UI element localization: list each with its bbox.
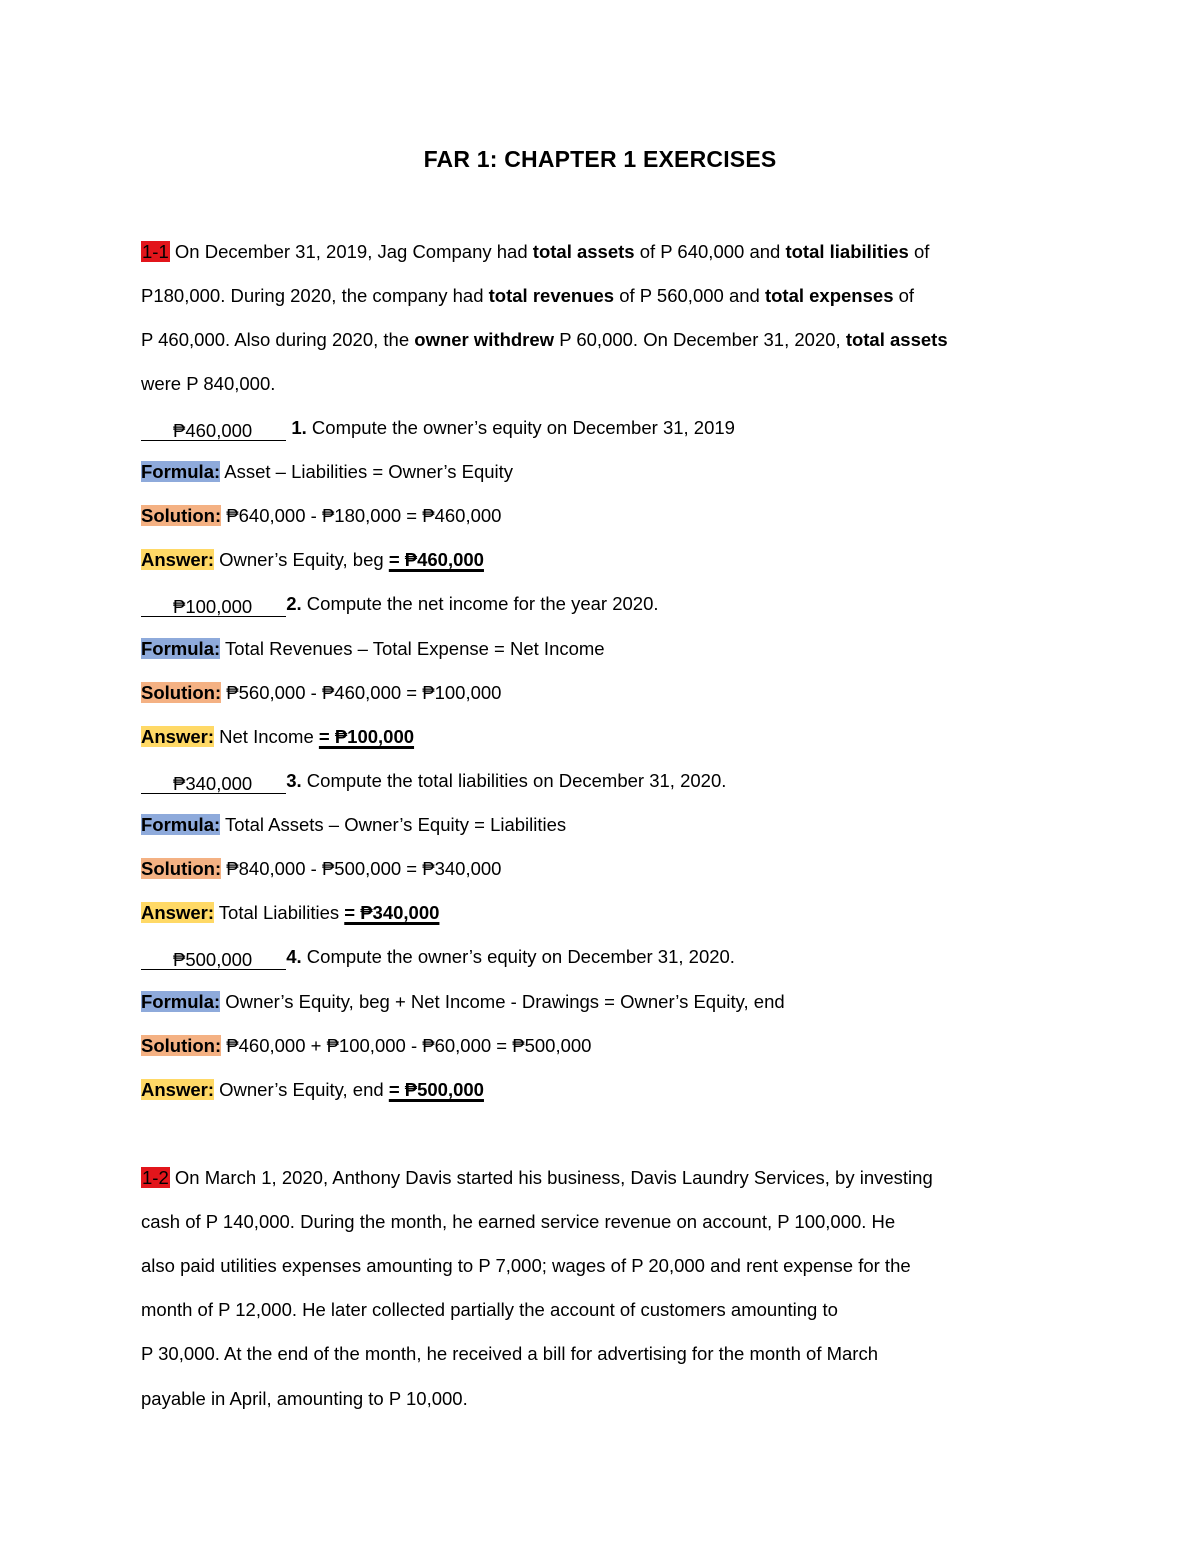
question-number: 4. (286, 946, 302, 967)
formula-label: Formula: (141, 814, 221, 835)
bold-text: total expenses (764, 285, 894, 306)
solution-line-1 (141, 503, 501, 529)
solution-label: Solution: (141, 858, 222, 879)
answer-line-1 (141, 547, 484, 573)
answer-label: Answer: (141, 902, 214, 923)
answer-label: Answer: (141, 1079, 214, 1100)
answer-value: = ₱100,000 (318, 726, 415, 747)
ex2-paragraph-line-6: payable in April, amounting to P 10,000. (141, 1388, 468, 1409)
formula-line-2 (141, 636, 605, 662)
text: of (908, 241, 930, 262)
ex1-paragraph-line-1 (141, 239, 929, 265)
solution-text: ₱840,000 - ₱500,000 = ₱340,000 (221, 858, 502, 879)
bold-text: owner withdrew (414, 329, 555, 350)
solution-text: ₱460,000 + ₱100,000 - ₱60,000 = ₱500,000 (221, 1035, 592, 1056)
question-text: Compute the net income for the year 2020. (301, 593, 659, 614)
ex1-paragraph-line-4: were P 840,000. (141, 373, 276, 394)
answer-line-3 (141, 900, 439, 926)
answer-blank-lead (141, 947, 173, 970)
formula-text: Asset – Liabilities = Owner’s Equity (220, 461, 514, 482)
answer-blank-trail (256, 594, 286, 617)
solution-label: Solution: (141, 1035, 222, 1056)
answer-text: Net Income (214, 726, 319, 747)
text: P 460,000. Also during 2020, the (141, 329, 415, 350)
solution-text: ₱640,000 - ₱180,000 = ₱460,000 (221, 505, 502, 526)
question-4 (141, 944, 735, 970)
ex2-paragraph-line-3: also paid utilities expenses amounting to P 7,000; wages of P 20,000 and rent expense for the (141, 1255, 911, 1276)
exercise-tag: 1-2 (142, 1167, 169, 1188)
answer-value: = ₱460,000 (388, 549, 484, 570)
question-3 (141, 768, 726, 794)
solution-text: ₱560,000 - ₱460,000 = ₱100,000 (221, 682, 502, 703)
solution-label: Solution: (141, 505, 222, 526)
question-number: 1. (291, 417, 307, 438)
bold-text: total assets (532, 241, 635, 262)
text: P180,000. During 2020, the company had (141, 285, 489, 306)
text: On December 31, 2019, Jag Company had (169, 241, 533, 262)
question-text: Compute the owner’s equity on December 31, 2019 (306, 417, 735, 438)
answer-line-4 (141, 1077, 484, 1103)
ex1-paragraph-line-2 (141, 283, 914, 309)
ex2-paragraph-line-5: P 30,000. At the end of the month, he received a bill for advertising for the month of March (141, 1343, 879, 1364)
text: On March 1, 2020, Anthony Davis started his business, Davis Laundry Services, by investing (169, 1167, 933, 1188)
question-1 (141, 415, 735, 441)
answer-text: Owner’s Equity, beg (214, 549, 389, 570)
page-title: FAR 1: CHAPTER 1 EXERCISES (423, 146, 777, 172)
answer-value: = ₱500,000 (388, 1079, 484, 1100)
bold-text: total liabilities (785, 241, 909, 262)
formula-line-4 (141, 989, 785, 1015)
text: P 60,000. On December 31, 2020, (554, 329, 846, 350)
formula-text: Total Assets – Owner’s Equity = Liabilities (220, 814, 567, 835)
question-text: Compute the total liabilities on December 31, 2020. (301, 770, 727, 791)
answer-blank-trail (256, 418, 286, 441)
formula-text: Total Revenues – Total Expense = Net Income (220, 638, 605, 659)
formula-label: Formula: (141, 461, 221, 482)
solution-line-3 (141, 856, 501, 882)
ex2-paragraph-line-4: month of P 12,000. He later collected partially the account of customers amounting to (141, 1299, 838, 1320)
answer-text: Total Liabilities (214, 902, 345, 923)
formula-text: Owner’s Equity, beg + Net Income - Drawings = Owner’s Equity, end (220, 991, 785, 1012)
answer-line-2 (141, 724, 414, 750)
answer-blank-lead (141, 418, 173, 441)
answer-blank: ₱340,000 (173, 771, 256, 794)
answer-blank: ₱100,000 (173, 594, 256, 617)
exercise-tag: 1-1 (142, 241, 169, 262)
answer-value: = ₱340,000 (344, 902, 440, 923)
formula-line-1 (141, 459, 513, 485)
text: of (893, 285, 915, 306)
ex2-paragraph-line-2: cash of P 140,000. During the month, he earned service revenue on account, P 100,000. He (141, 1211, 896, 1232)
bold-text: total revenues (488, 285, 615, 306)
answer-label: Answer: (141, 549, 214, 570)
answer-blank: ₱500,000 (173, 947, 256, 970)
answer-blank: ₱460,000 (173, 418, 256, 441)
question-text: Compute the owner’s equity on December 31, 2020. (301, 946, 735, 967)
text: of P 560,000 and (614, 285, 765, 306)
question-number: 2. (286, 593, 302, 614)
ex1-paragraph-line-3 (141, 327, 948, 353)
formula-line-3 (141, 812, 566, 838)
formula-label: Formula: (141, 638, 221, 659)
answer-blank-trail (256, 947, 286, 970)
formula-label: Formula: (141, 991, 221, 1012)
solution-line-2 (141, 680, 501, 706)
ex2-paragraph-line-1 (141, 1165, 933, 1191)
question-2 (141, 591, 659, 617)
solution-line-4 (141, 1033, 591, 1059)
answer-blank-lead (141, 771, 173, 794)
question-number: 3. (286, 770, 302, 791)
answer-label: Answer: (141, 726, 214, 747)
answer-blank-trail (256, 771, 286, 794)
bold-text: total assets (845, 329, 948, 350)
solution-label: Solution: (141, 682, 222, 703)
text: of P 640,000 and (634, 241, 786, 262)
answer-text: Owner’s Equity, end (214, 1079, 389, 1100)
answer-blank-lead (141, 594, 173, 617)
